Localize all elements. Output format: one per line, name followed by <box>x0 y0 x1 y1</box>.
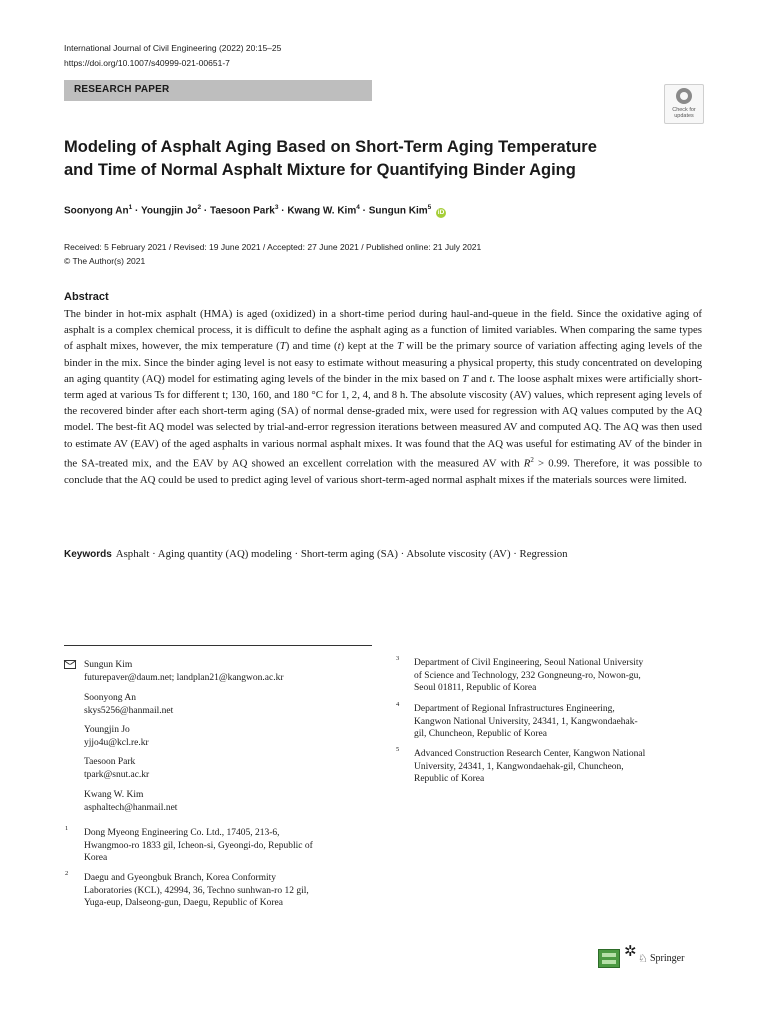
check-for-updates-badge[interactable] <box>664 84 704 124</box>
affiliation-line: Hwangmoo-ro 1833 gil, Icheon-si, Gyeongi-do, Republic of <box>84 840 313 851</box>
affiliation <box>414 657 684 695</box>
affiliation-line: Laboratories (KCL), 42994, 36, Techno sunhwan-ro 12 gil, <box>84 885 309 896</box>
paper-title <box>64 136 704 182</box>
affiliation-line: Dong Myeong Engineering Co. Ltd., 17405, 213-6, <box>84 828 280 838</box>
article-type: RESEARCH PAPER <box>74 84 170 95</box>
author-name: Soonyong An <box>64 205 129 217</box>
abstract-part: ) and time ( <box>285 340 338 353</box>
abstract-part: ) kept at the <box>340 340 397 353</box>
abstract-part: and <box>468 372 490 385</box>
correspondence-entry <box>84 659 284 684</box>
abstract-sup: 2 <box>530 455 534 464</box>
check-updates-icon <box>676 88 692 104</box>
keywords-label: Keywords <box>64 549 112 560</box>
affiliation-line: Department of Regional Infrastructures Engineering, <box>414 704 615 714</box>
springer-horse-icon: ♘ <box>638 953 648 965</box>
affiliation-line: Advanced Construction Research Center, Kangwon National <box>414 749 646 759</box>
corr-email[interactable]: skys5256@hanmail.net <box>84 705 174 716</box>
gear-emblem-icon: ✲ <box>624 944 637 960</box>
correspondence-entry <box>84 692 173 717</box>
publisher-name: Springer <box>650 953 685 964</box>
footnote-divider <box>64 645 372 646</box>
ksce-logo-icon <box>598 949 620 968</box>
author-name: Kwang W. Kim <box>287 205 357 217</box>
affiliation-line: Seoul 01811, Republic of Korea <box>414 683 537 693</box>
author-sup: 5 <box>427 204 432 211</box>
corr-name: Kwang W. Kim <box>84 790 144 800</box>
doi-link[interactable]: https://doi.org/10.1007/s40999-021-00651-7 <box>64 57 230 68</box>
author-sup: 3 <box>274 204 279 211</box>
title-line-1: Modeling of Asphalt Aging Based on Short-Term Aging Temperature <box>64 138 597 156</box>
affiliation-line: gil, Chuncheon, Republic of Korea <box>414 729 547 739</box>
affiliation-line: Yuga-eup, Dalseong-gun, Daegu, Republic of Korea <box>84 898 283 908</box>
abstract-var: t <box>489 372 493 385</box>
abstract-part: will be the primary source of variation affecting aging levels of the binder in the mix. Since the binder aging level is not easy to estimate without measuring a physical property, this study concentrated on developing an aging quantity (AQ) model for estimating aging levels of the binder in the mix based on <box>64 340 702 385</box>
check-updates-text-2: updates <box>674 113 694 119</box>
journal-line: International Journal of Civil Engineering (2022) 20:15–25 <box>64 43 282 53</box>
keywords-text: Asphalt · Aging quantity (AQ) modeling · Short-term aging (SA) · Absolute viscosity (AV) · Regression <box>115 548 568 560</box>
author-sup: 1 <box>128 204 133 211</box>
publication-dates <box>64 241 481 268</box>
abstract-text <box>64 306 702 488</box>
keywords <box>64 548 568 560</box>
affiliation <box>414 703 684 741</box>
abstract-var: T <box>462 372 469 385</box>
abstract-var: T <box>279 340 286 353</box>
abstract-var: t <box>337 340 341 353</box>
corr-email[interactable]: asphaltech@hanmail.net <box>84 802 178 813</box>
copyright-line: © The Author(s) 2021 <box>64 255 146 266</box>
corr-email[interactable]: tpark@snut.ac.kr <box>84 769 150 780</box>
affiliation <box>414 748 684 786</box>
author-name: Sungun Kim <box>368 205 428 217</box>
affiliation-line: of Science and Technology, 232 Gongneung-ro, Nowon-gu, <box>414 670 641 681</box>
corr-name: Sungun Kim <box>84 660 133 670</box>
correspondence-entry <box>84 756 149 781</box>
correspondence-entry <box>84 789 177 814</box>
affiliation-line: Kangwon National University, 24341, 1, Kangwondaehak- <box>414 716 638 727</box>
abstract-var: R <box>523 457 531 470</box>
corr-name: Youngjin Jo <box>84 725 130 735</box>
corr-email[interactable]: yjjo4u@kcl.re.kr <box>84 737 149 748</box>
corr-name: Soonyong An <box>84 693 136 703</box>
author-name: Taesoon Park <box>209 205 275 217</box>
affiliation-line: University, 24341, 1, Kangwondaehak-gil, Chuncheon, <box>414 761 624 772</box>
abstract-part: . The loose asphalt mixes were artificially short-term aged at various Ts for different t; 130, 160, and 180 °C for 1, 2, 4, and 8 h. The absolute viscosity (AV) values, which represent aging levels of the recovered binder after each short-term aging (SA) of normal dense-graded mix, were used for regression with AQ values computed by the AQ model. The best-fit AQ model was selected by trial-and-error regression iterations between measured AV and computed AQ. The AQ was then used to estimate AV (EAV) of the aged asphalts in various normal asphalt mixes. It was found that the AQ was useful for estimating AV of the binder in the SA-treated mix, and the EAV by AQ showed an excellent correlation with the measured AV with <box>64 372 702 470</box>
affiliation-number: 1 <box>65 825 69 832</box>
affiliation-number: 2 <box>65 870 69 877</box>
abstract-heading: Abstract <box>64 291 109 303</box>
abstract-part: > 0.99. Therefore, it was possible to conclude that the AQ could be used to predict aging level of various short-term-aged normal asphalt mixes if the materials sources were limited. <box>64 457 703 486</box>
affiliation-line: Republic of Korea <box>414 774 485 784</box>
corr-name: Taesoon Park <box>84 757 136 767</box>
affiliation-line: Department of Civil Engineering, Seoul National University <box>414 658 644 668</box>
abstract-part: The binder in hot-mix asphalt (HMA) is aged (oxidized) in a short-time period during haul-and-queue in the field. Since the oxidative aging of asphalt is a complex chemical process, it is difficult to define the asphalt aging as a function of limited variables. When comparing the same types of asphalt mixes, however, the mix temperature ( <box>64 308 702 353</box>
affiliation <box>84 872 354 910</box>
affiliation-line: Daegu and Gyeongbuk Branch, Korea Conformity <box>84 873 277 883</box>
correspondence-entry <box>84 724 149 749</box>
title-line-2: and Time of Normal Asphalt Mixture for Quantifying Binder Aging <box>64 161 576 179</box>
author-list: Soonyong $An^1$ · Youngjin $Jo^2$ · Taesoon Park$^3$ · Kwang W. Kim$^4$ · Sungun Kim$^5$ iD <box>64 204 445 217</box>
dates-line: Received: 5 February 2021 / Revised: 19 June 2021 / Accepted: 27 June 2021 / Published online: 21 July 2021 <box>64 242 482 252</box>
corr-email[interactable]: futurepaver@daum.net; landplan21@kangwon.ac.kr <box>84 672 284 683</box>
abstract-var: T <box>396 340 403 353</box>
affiliation-number: 5 <box>396 746 400 753</box>
check-updates-text-1: Check for <box>672 107 696 113</box>
envelope-icon <box>64 660 76 669</box>
affiliation-number: 4 <box>396 701 400 708</box>
article-type-banner <box>64 80 372 101</box>
affiliation <box>84 827 354 865</box>
affiliation-line: Korea <box>84 853 108 863</box>
author-sup: 2 <box>197 204 202 211</box>
affiliation-number: 3 <box>396 655 400 662</box>
author-sup: 4 <box>356 204 360 211</box>
author-name: Youngjin Jo <box>140 205 198 217</box>
journal-citation <box>64 41 281 70</box>
orcid-icon[interactable]: iD <box>437 209 445 217</box>
